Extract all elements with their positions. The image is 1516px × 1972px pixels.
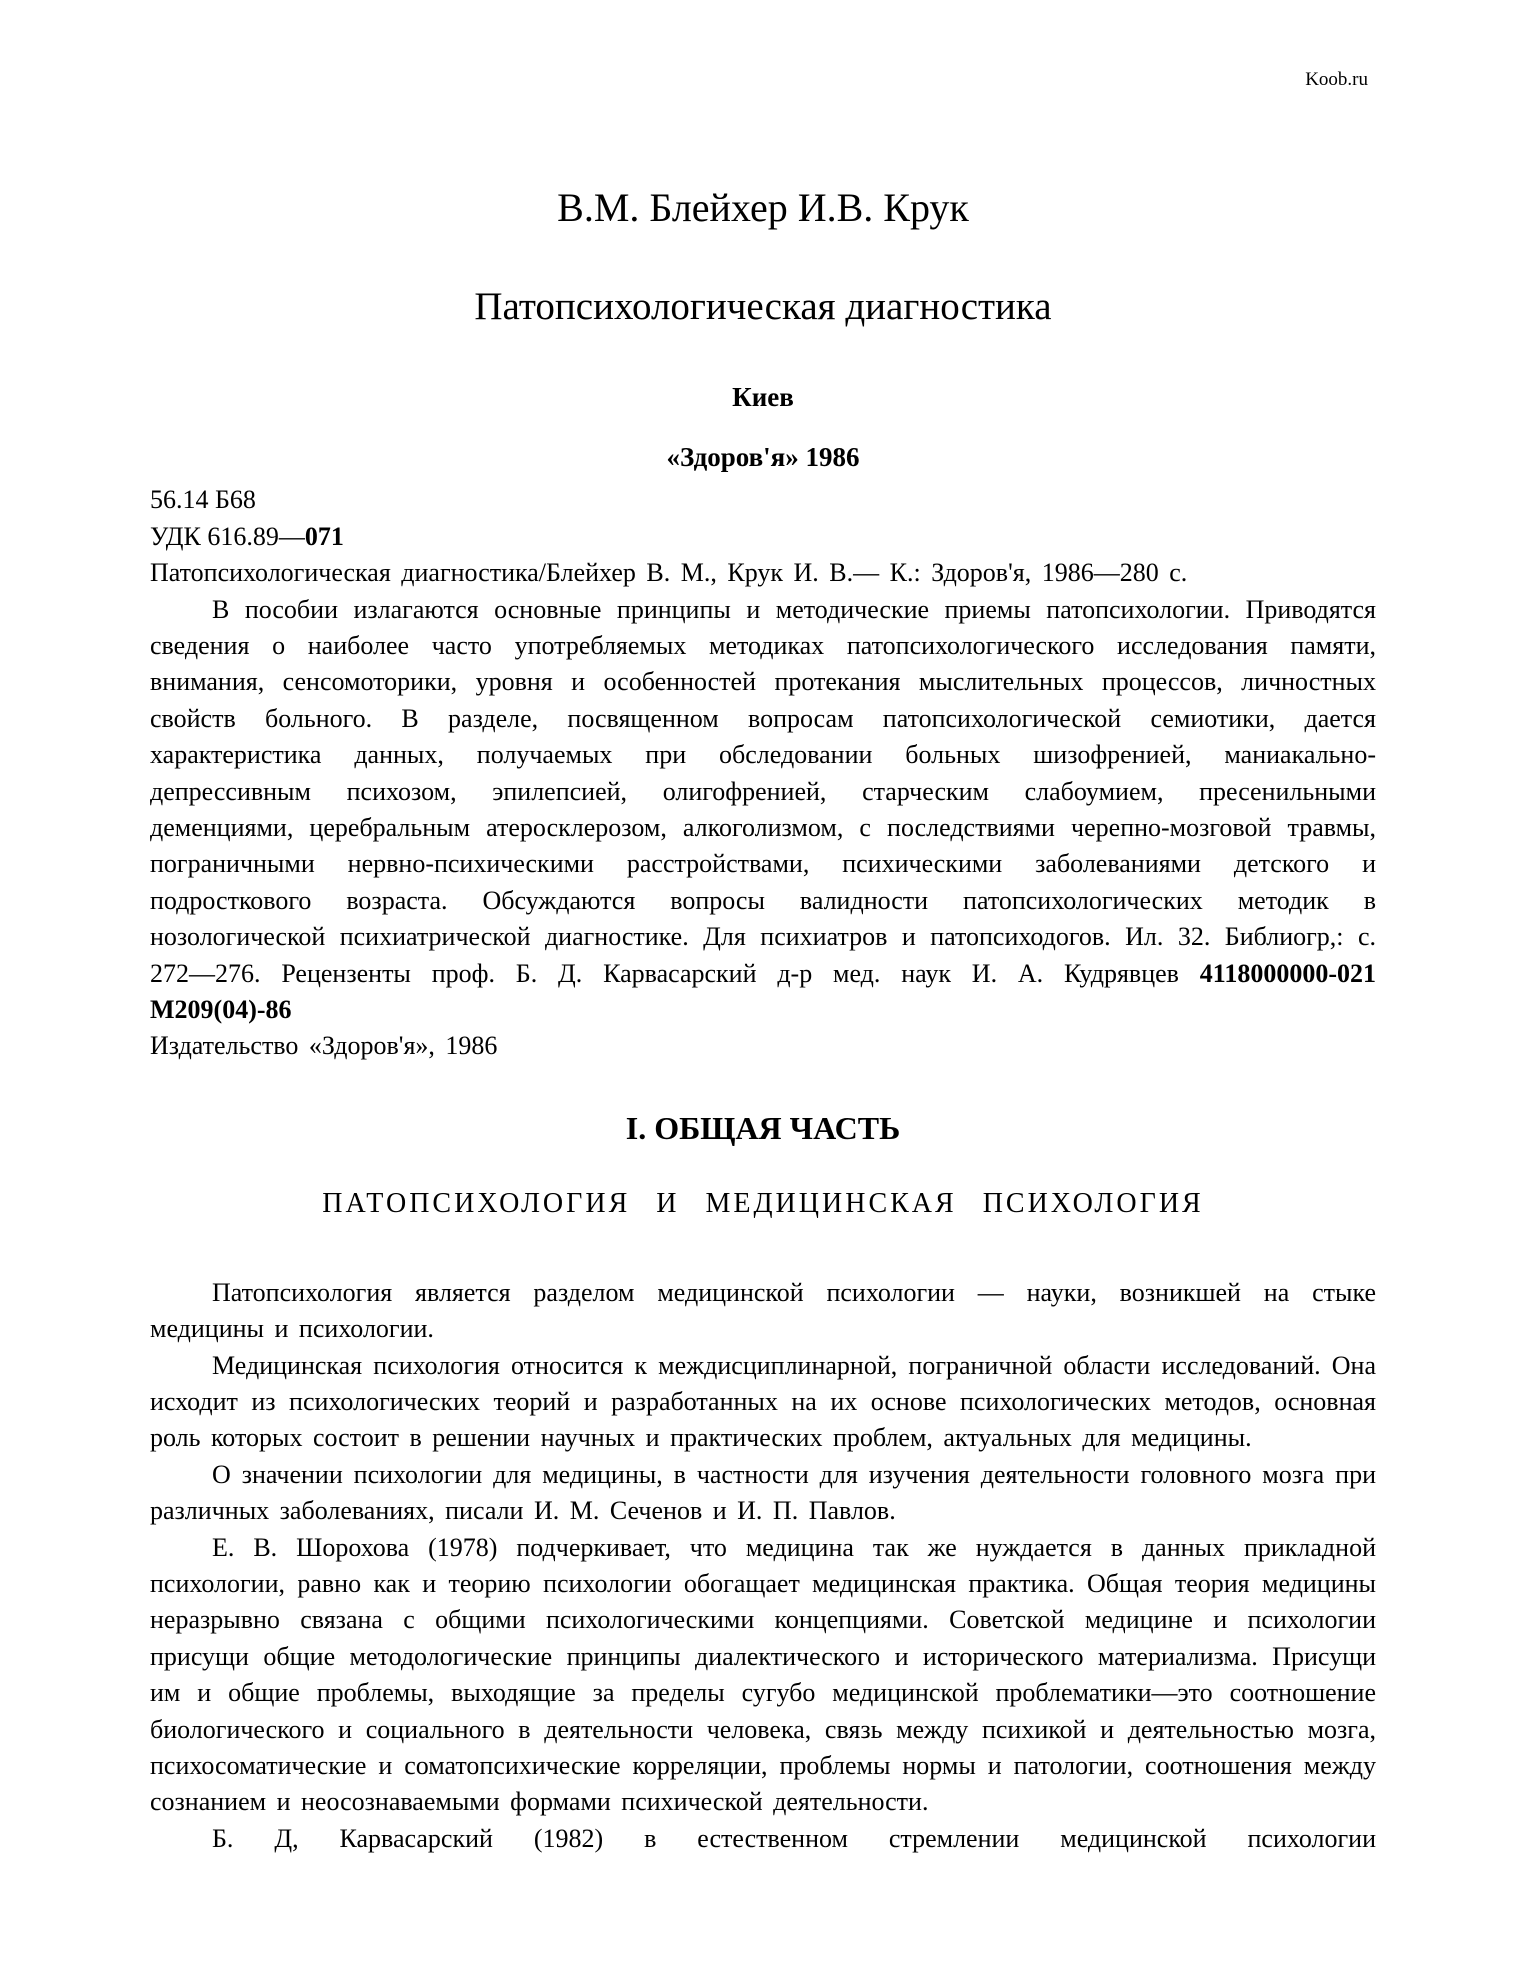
body-paragraph: Медицинская психология относится к междисциплинарной, пограничной области исследований. Она исходит из психологических теорий и разработанных на их основе психологических методов, основная роль которых состоит в решении научных и практических проблем, актуальных для медицины. — [150, 1350, 1376, 1453]
imprint-block — [150, 555, 1376, 1065]
book-title: Патопсихологическая диагностика — [474, 285, 1052, 328]
udk-code-prefix: УДК 616.89— — [150, 521, 305, 551]
chapter-heading: ПАТОПСИХОЛОГИЯ И МЕДИЦИНСКАЯ ПСИХОЛОГИЯ — [322, 1188, 1204, 1220]
body-paragraph: Патопсихология является разделом медицинской психологии — науки, возникшей на стыке медицины и психологии. — [150, 1277, 1376, 1344]
chapter-body — [150, 1275, 1376, 1858]
body-paragraph: Е. В. Шорохова (1978) подчеркивает, что медицина так же нуждается в данных прикладной психологии, равно как и теорию психологии обогащает медицинская практика. Общая теория медицины неразрывно связана с общими психологическими концепциями. Советской медицине и психологии присущи общие методологические принципы диалектического и исторического материализма. Присущи им и общие проблемы, выходящие за пределы сугубо медицинской проблематики—это соотношение биологического и социального в деятельности человека, связь между психикой и деятельностью мозга, психосоматические и соматопсихические корреляции, проблемы нормы и патологии, соотношения между сознанием и неосознаваемыми формами психической деятельности. — [150, 1532, 1376, 1817]
bibliographic-entry: Патопсихологическая диагностика/Блейхер В. М., Крук И. В.— К.: Здоров'я, 1986—280 с. — [150, 558, 1188, 588]
udk-code-number: 071 — [304, 521, 344, 551]
annotation-code: 4118000000-021 М209(04)-86 — [150, 958, 1376, 1024]
publication-city: Киев — [732, 381, 794, 412]
publisher-imprint-line: Издательство «Здоров'я», 1986 — [150, 1031, 498, 1061]
annotation-paragraph — [150, 592, 1376, 1029]
watermark-text: Koob.ru — [1305, 69, 1368, 90]
part-heading: I. ОБЩАЯ ЧАСТЬ — [625, 1109, 901, 1146]
annotation-text: В пособии излагаются основные принципы и методические приемы патопсихологии. Приводятся сведения о наиболее часто употребляемых методиках патопсихологического исследования памяти, внимания, сенсомоторики, уровня и особенностей протекания мыслительных процессов, личностных свойств больного. В разделе, посвященном вопросам патопсихологической семиотики, дается характеристика данных, получаемых при обследовании больных шизофренией, маниакально-депрессивным психозом, эпилепсией, олигофренией, старческим слабоумием, пресенильными деменциями, церебральным атеросклерозом, алкоголизмом, с последствиями черепно-мозговой травмы, пограничными нервно-психическими расстройствами, психическими заболеваниями детского и подросткового возраста. Обсуждаются вопросы валидности патопсихологических методик в нозологической психиатрической диагностике. Для психиатров и патопсиходогов. Ил. 32. Библиогр,: с. 272—276. Рецензенты проф. Б. Д. Карвасарский д-р мед. наук И. А. Кудрявцев — [150, 594, 1376, 988]
publisher-year-line: «Здоров'я» 1986 — [666, 441, 860, 472]
udk-code — [150, 519, 1376, 555]
bbk-code: 56.14 Б68 — [150, 485, 256, 515]
body-paragraph: Б. Д, Карвасарский (1982) в естественном стремлении медицинской психологии — [212, 1823, 1376, 1853]
body-paragraph: О значении психологии для медицины, в частности для изучения деятельности головного мозга при различных заболеваниях, писали И. М. Сеченов и И. П. Павлов. — [150, 1459, 1376, 1526]
book-authors: В.М. Блейхер И.В. Крук — [557, 185, 969, 230]
catalog-codes — [150, 482, 1376, 555]
